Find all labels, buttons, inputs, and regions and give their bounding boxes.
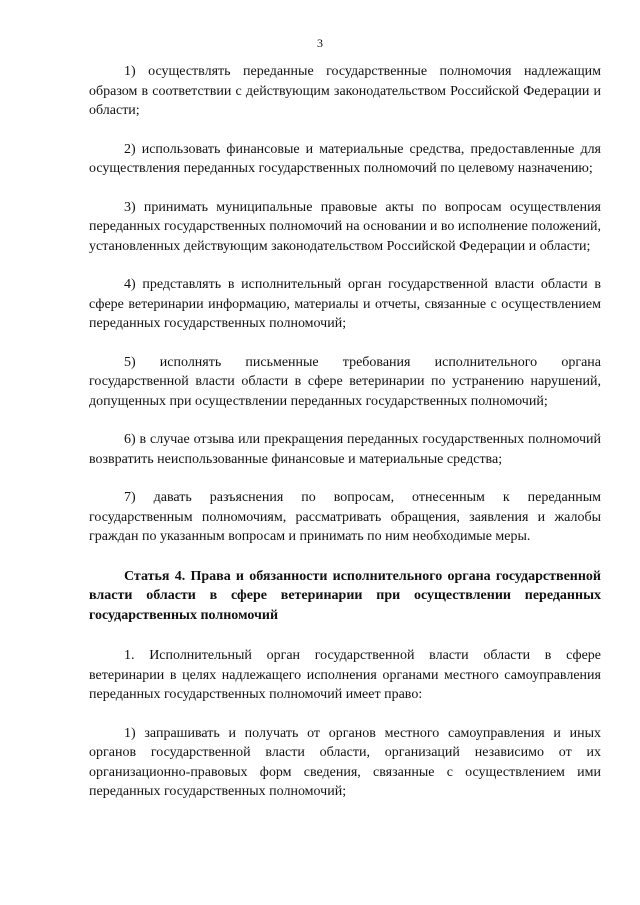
article-4-heading: Статья 4. Права и обязанности исполнительного органа государственной власти области в сфере ветеринарии при осуществлении переданных государственных полномочий — [89, 568, 601, 623]
paragraph-article4-clause-1: 1. Исполнительный орган государственной власти области в сфере ветеринарии в целях надлежащего исполнения органами местного самоуправления переданных государственных полномочий имеет право: — [89, 648, 601, 702]
paragraph-duty-2: 2) использовать финансовые и материальные средства, предоставленные для осуществления переданных государственных полномочий по целевому назначению; — [89, 141, 601, 176]
paragraph-article4-right-1: 1) запрашивать и получать от органов местного самоуправления и иных органов государственной власти области, организаций независимо от их организационно-правовых форм сведения, связанные с осуществлением ими переданных государственных полномочий; — [89, 725, 601, 799]
paragraph-duty-6: 6) в случае отзыва или прекращения переданных государственных полномочий возвратить неиспользованные финансовые и материальные средства; — [89, 432, 601, 467]
page-number: 3 — [317, 36, 323, 50]
paragraph-duty-4: 4) представлять в исполнительный орган государственной власти области в сфере ветеринарии информацию, материалы и отчеты, связанные с осуществлением переданных государственных полномочий; — [89, 277, 601, 331]
paragraph-duty-1: 1) осуществлять переданные государственные полномочия надлежащим образом в соответствии с действующим законодательством Российской Федерации и области; — [89, 64, 601, 118]
paragraph-duty-7: 7) давать разъяснения по вопросам, отнесенным к переданным государственным полномочиям, рассматривать обращения, заявления и жалобы граждан по указанным вопросам и принимать по ним необходимые меры. — [89, 490, 601, 544]
paragraph-duty-5: 5) исполнять письменные требования исполнительного органа государственной власти области в сфере ветеринарии по устранению нарушений, допущенных при осуществлении переданных государственных полномочий; — [89, 354, 601, 409]
document-body — [89, 62, 601, 821]
paragraph-duty-3: 3) принимать муниципальные правовые акты по вопросам осуществления переданных государственных полномочий на основании и во исполнение положений, установленных действующим законодательством Российской Федерации и области; — [89, 199, 601, 254]
